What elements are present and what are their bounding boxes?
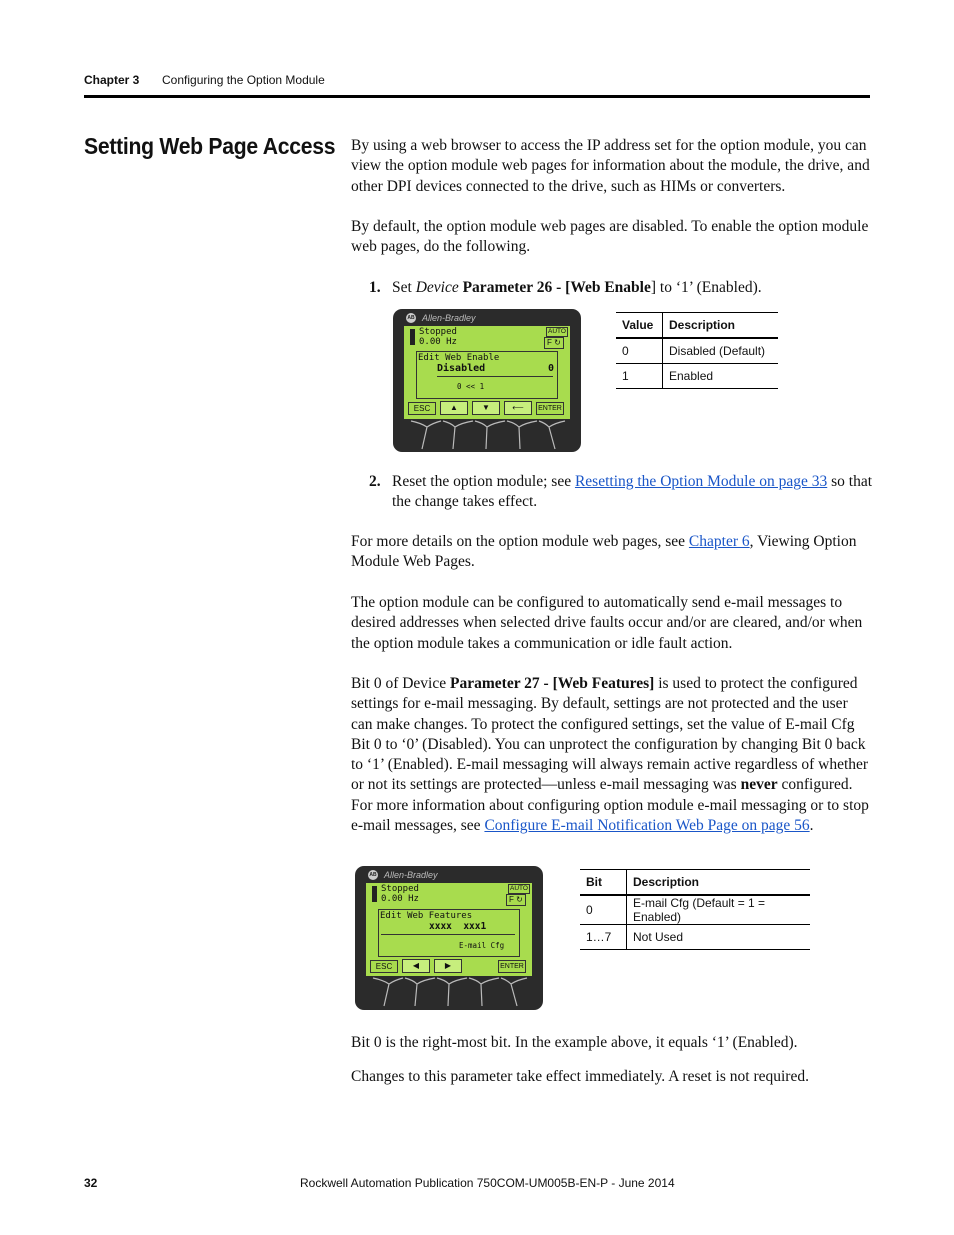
running-header bbox=[84, 73, 325, 87]
him-keypad-web-features bbox=[355, 866, 543, 1010]
down-arrow-icon[interactable]: ▼ bbox=[472, 401, 500, 415]
esc-key[interactable]: ESC bbox=[408, 402, 436, 415]
web-features-paragraph bbox=[351, 674, 873, 836]
intro-paragraph: By using a web browser to access the IP address set for the option module, you can view the option module web pages for information about the module, the drive, and other DPI devices connected to the drive, such as HIMs or converters. bbox=[351, 137, 870, 195]
chapter-6-link[interactable]: Chapter 6 bbox=[688, 533, 750, 550]
resetting-module-link[interactable]: Resetting the Option Module on page 33 bbox=[574, 473, 828, 490]
softkey-legs-icon bbox=[393, 417, 581, 452]
text: configured. For more information about configuring option module e-mail messaging or to stop e-mail messages, see bbox=[351, 776, 869, 835]
bold-text: ] bbox=[649, 675, 655, 692]
header-rule bbox=[84, 95, 870, 98]
text: Bit 0 of Device bbox=[351, 675, 451, 692]
enter-key[interactable]: ENTER bbox=[498, 960, 526, 973]
lcd-screen bbox=[404, 326, 570, 419]
value-description-table bbox=[616, 312, 778, 389]
status-frequency: 0.00 Hz bbox=[381, 894, 419, 904]
right-arrow-icon[interactable]: ▶ bbox=[434, 959, 462, 973]
col-header-value: Value bbox=[616, 313, 663, 339]
step-2 bbox=[369, 472, 874, 513]
ab-logo-icon: AB bbox=[407, 315, 415, 321]
param-name: Web Enable bbox=[570, 279, 651, 296]
divider bbox=[437, 376, 553, 377]
bit-0-paragraph: Bit 0 is the right-most bit. In the example above, it equals ‘1’ (Enabled). bbox=[351, 1034, 798, 1051]
cell-value: 0 bbox=[616, 338, 663, 364]
range-text: 0 << 1 bbox=[457, 382, 485, 391]
bit-name: E-mail Cfg bbox=[459, 941, 505, 950]
auto-indicator: AUTO bbox=[510, 885, 528, 892]
direction-indicator: F ↻ bbox=[544, 337, 564, 349]
publication-footer: Rockwell Automation Publication 750COM-UM005B-EN-P - June 2014 bbox=[300, 1176, 675, 1190]
status-bar-icon bbox=[372, 886, 377, 902]
step-text-italic: Device bbox=[415, 279, 459, 296]
step-number: 2. bbox=[369, 473, 381, 490]
chapter-label: Chapter 3 bbox=[84, 73, 140, 87]
cell-bit: 1…7 bbox=[580, 925, 627, 950]
ab-logo-icon: AB bbox=[369, 872, 377, 878]
cell-description: E-mail Cfg (Default = 1 = Enabled) bbox=[627, 895, 811, 925]
bit-description-table bbox=[580, 869, 810, 950]
him-keypad-web-enable bbox=[393, 309, 581, 452]
step-text-bold: Parameter 26 - [ bbox=[458, 279, 571, 296]
lcd-screen bbox=[366, 883, 532, 976]
param-value: xxxx xxx1 bbox=[429, 921, 487, 932]
brand-label: Allen-Bradley bbox=[384, 870, 438, 880]
table-row bbox=[616, 338, 778, 364]
cell-description: Disabled (Default) bbox=[663, 338, 779, 364]
step-1 bbox=[369, 278, 874, 298]
status-frequency: 0.00 Hz bbox=[419, 337, 457, 347]
edit-box bbox=[378, 909, 520, 957]
email-paragraph: The option module can be configured to automatically send e-mail messages to desired addresses when selected drive faults occur and/or are cleared, and/or when the option module takes a communication or idle fault action. bbox=[351, 594, 863, 652]
divider bbox=[381, 934, 515, 935]
param-value: Disabled bbox=[437, 363, 486, 374]
text: , Viewing Option Module Web Pages. bbox=[351, 533, 857, 571]
cell-value: 1 bbox=[616, 364, 663, 389]
page-number: 32 bbox=[84, 1176, 98, 1190]
step-text: Set bbox=[392, 279, 416, 296]
param-name: Web Features bbox=[557, 675, 650, 692]
backspace-arrow-icon[interactable]: ⟵ bbox=[504, 401, 532, 415]
cell-description: Enabled bbox=[663, 364, 779, 389]
section-title: Setting Web Page Access bbox=[84, 133, 336, 159]
param-value-number: 0 bbox=[547, 363, 554, 374]
chapter-title: Configuring the Option Module bbox=[162, 73, 325, 87]
step-number: 1. bbox=[369, 279, 381, 296]
step-text: ] to ‘1’ (Enabled). bbox=[650, 279, 762, 296]
param-title: Edit Web Features bbox=[380, 911, 473, 921]
esc-key[interactable]: ESC bbox=[370, 960, 398, 973]
configure-email-link[interactable]: Configure E-mail Notification Web Page on page 56 bbox=[484, 817, 810, 835]
step-text: so that the change takes effect. bbox=[392, 473, 873, 511]
table-row bbox=[616, 364, 778, 389]
cell-bit: 0 bbox=[580, 895, 627, 925]
col-header-description: Description bbox=[663, 313, 779, 339]
cell-description: Not Used bbox=[627, 925, 811, 950]
details-paragraph bbox=[351, 532, 873, 573]
direction-indicator: F ↻ bbox=[506, 894, 526, 906]
param-title: Edit Web Enable bbox=[418, 353, 500, 363]
left-arrow-icon[interactable]: ◀ bbox=[402, 959, 430, 973]
table-row bbox=[580, 895, 810, 925]
default-paragraph: By default, the option module web pages are disabled. To enable the option module web pages, do the following. bbox=[351, 218, 869, 256]
step-text: Reset the option module; see bbox=[392, 473, 575, 490]
status-bar-icon bbox=[410, 329, 415, 345]
brand-label: Allen-Bradley bbox=[422, 313, 476, 323]
auto-indicator: AUTO bbox=[548, 328, 566, 335]
status-stopped: Stopped bbox=[419, 327, 457, 337]
text: is used to protect the configured settings for e-mail messaging. By default, settings are not protected and the user can make changes. To protect the configured settings, set the value of E-mail Cfg Bit 0 to ‘0’ (Disabled). You can unprotect the configuration by changing Bit 0 back to ‘1’ (Enabled). E-mail messaging will always remain active regardless of whether or not its settings are protected—unless e-mail messaging was bbox=[351, 675, 869, 794]
enter-key[interactable]: ENTER bbox=[536, 402, 564, 415]
status-stopped: Stopped bbox=[381, 884, 419, 894]
reset-paragraph: Changes to this parameter take effect immediately. A reset is not required. bbox=[351, 1068, 809, 1085]
edit-box bbox=[416, 351, 558, 399]
col-header-description: Description bbox=[627, 870, 811, 896]
bold-never: never bbox=[740, 776, 778, 794]
softkey-legs-icon bbox=[355, 974, 543, 1010]
text: For more details on the option module web pages, see bbox=[351, 533, 689, 550]
up-arrow-icon[interactable]: ▲ bbox=[440, 401, 468, 415]
table-row bbox=[580, 925, 810, 950]
bold-text: Parameter 27 - [ bbox=[450, 675, 558, 692]
col-header-bit: Bit bbox=[580, 870, 627, 896]
text: . bbox=[809, 817, 814, 835]
